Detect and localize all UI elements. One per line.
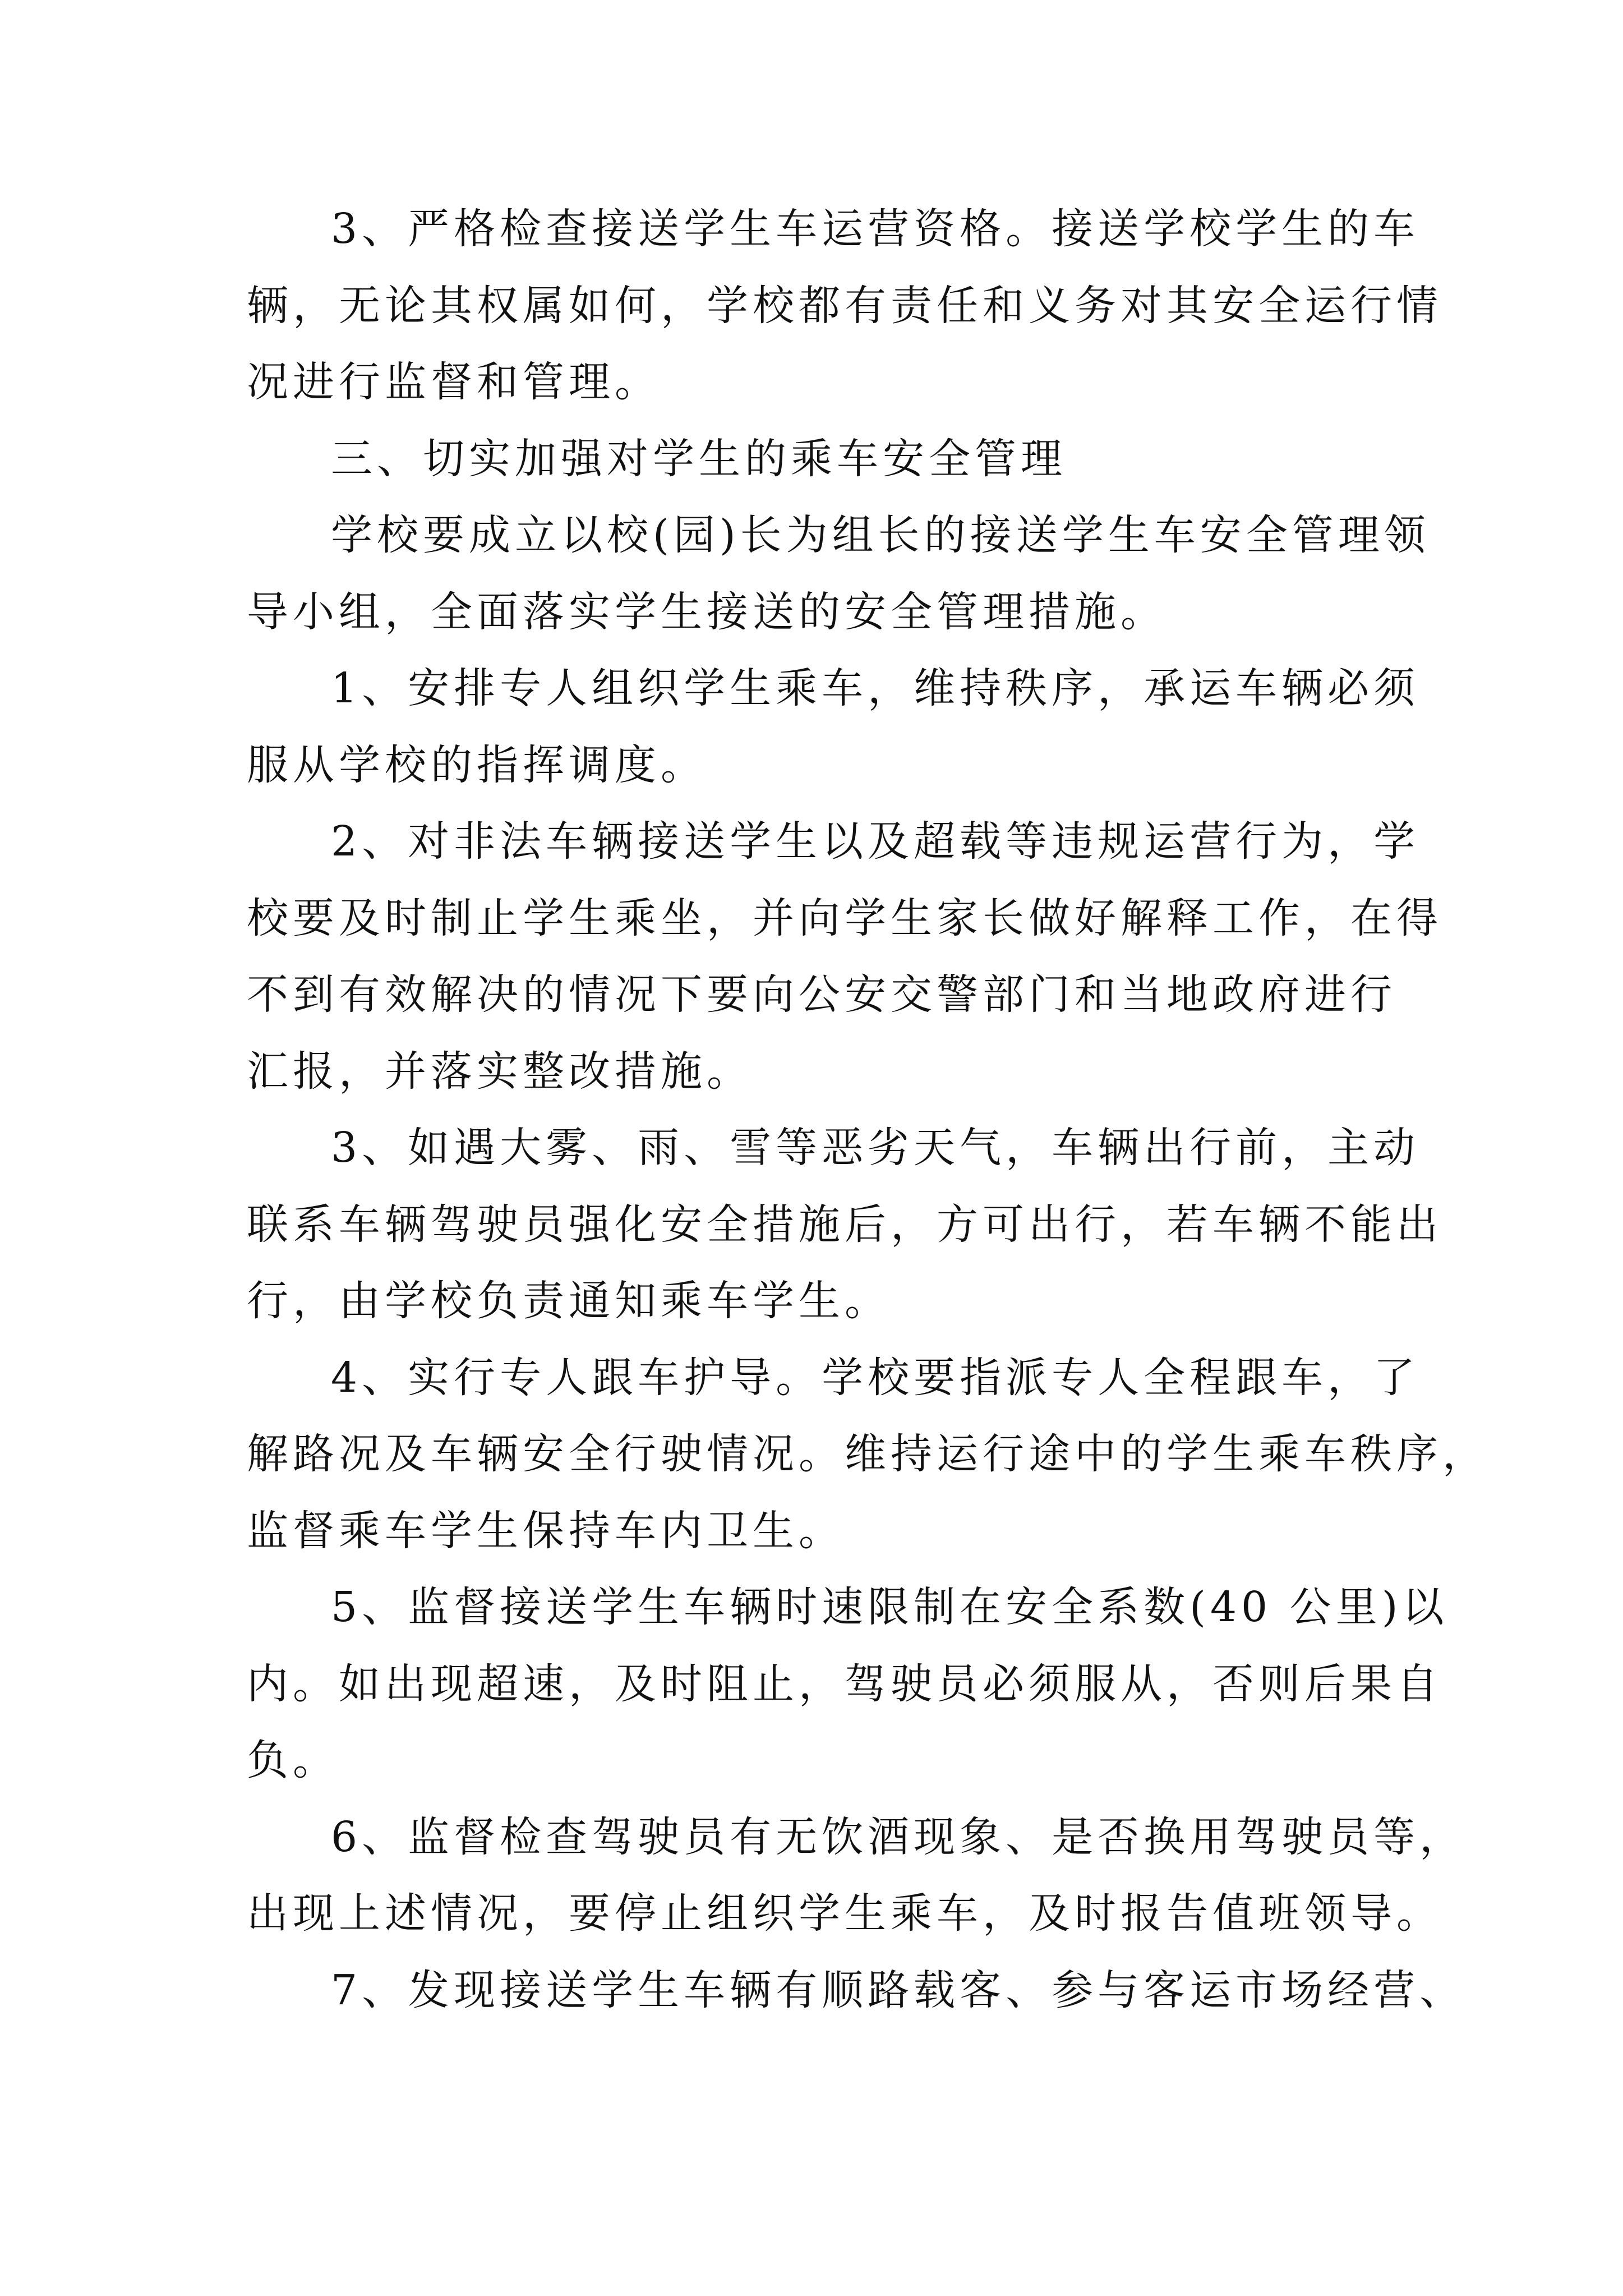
text-line: 5、监督接送学生车辆时速限制在安全系数(40 公里)以 xyxy=(331,1583,1449,1631)
text-line: 况进行监督和管理。 xyxy=(247,358,661,406)
text-line: 2、对非法车辆接送学生以及超载等违规运营行为，学 xyxy=(331,817,1420,866)
text-line: 4、实行专人跟车护导。学校要指派专人全程跟车，了 xyxy=(331,1353,1420,1402)
text-line: 7、发现接送学生车辆有顺路载客、参与客运市场经营、 xyxy=(331,1966,1466,2014)
text-line: 1、安排专人组织学生乘车，维持秩序，承运车辆必须 xyxy=(331,664,1420,712)
text-line: 3、如遇大雾、雨、雪等恶劣天气，车辆出行前，主动 xyxy=(331,1124,1420,1172)
text-line: 负。 xyxy=(247,1736,339,1784)
text-line: 6、监督检查驾驶员有无饮酒现象、是否换用驾驶员等， xyxy=(331,1812,1466,1861)
text-line: 监督乘车学生保持车内卫生。 xyxy=(247,1506,845,1555)
text-line: 出现上述情况，要停止组织学生乘车，及时报告值班领导。 xyxy=(247,1889,1442,1938)
document-body xyxy=(247,191,1488,2028)
text-line: 不到有效解决的情况下要向公安交警部门和当地政府进行 xyxy=(247,970,1396,1019)
text-line: 3、严格检查接送学生车运营资格。接送学校学生的车 xyxy=(331,205,1420,253)
section-heading: 三、切实加强对学生的乘车安全管理 xyxy=(331,434,1067,483)
text-line: 汇报，并落实整改措施。 xyxy=(247,1047,753,1096)
text-line: 行，由学校负责通知乘车学生。 xyxy=(247,1277,891,1325)
text-line: 学校要成立以校(园)长为组长的接送学生车安全管理领 xyxy=(331,511,1430,559)
text-line: 解路况及车辆安全行驶情况。维持运行途中的学生乘车秩序， xyxy=(247,1430,1488,1478)
text-line: 服从学校的指挥调度。 xyxy=(247,740,707,789)
text-line: 联系车辆驾驶员强化安全措施后，方可出行，若车辆不能出 xyxy=(247,1200,1442,1249)
text-line: 校要及时制止学生乘坐，并向学生家长做好解释工作，在得 xyxy=(247,894,1442,942)
text-line: 辆，无论其权属如何，学校都有责任和义务对其安全运行情 xyxy=(247,281,1442,330)
text-line: 导小组，全面落实学生接送的安全管理措施。 xyxy=(247,587,1166,636)
text-line: 内。如出现超速，及时阻止，驾驶员必须服从，否则后果自 xyxy=(247,1659,1442,1708)
